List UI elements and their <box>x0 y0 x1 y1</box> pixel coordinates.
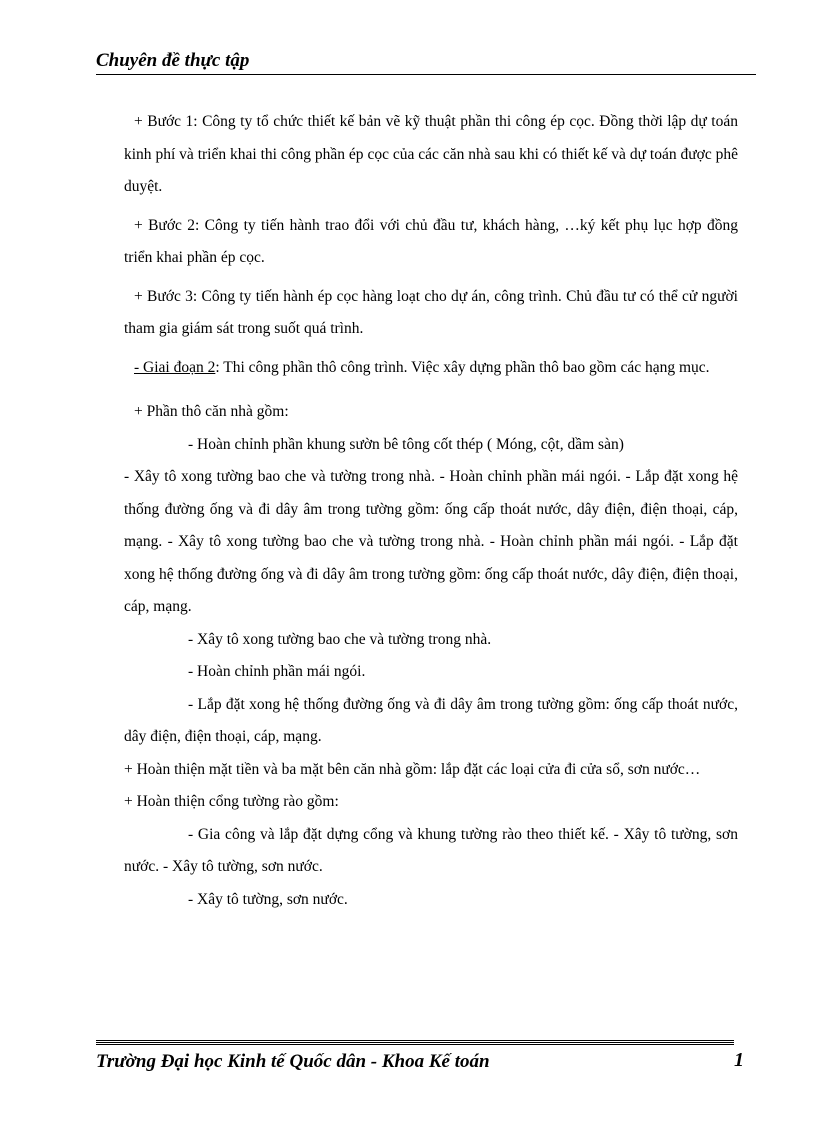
paragraph-phase-2 <box>124 352 738 385</box>
paragraph-step-3: + Bước 3: Công ty tiến hành ép cọc hàng loạt cho dự án, công trình. Chủ đầu tư có thể cử người tham gia giám sát trong suốt quá trình. <box>124 287 738 337</box>
header-title: Chuyên đề thực tập <box>96 50 250 71</box>
paragraph-frame: - Hoàn chỉnh phần khung sườn bê tông cốt thép ( Móng, cột, dầm sàn) <box>188 435 624 453</box>
footer-divider <box>96 1040 734 1046</box>
footer-title: Trường Đại học Kinh tế Quốc dân - Khoa Kế toán <box>96 1051 490 1072</box>
header-divider <box>96 74 756 75</box>
paragraph-rough-house: + Phần thô căn nhà gồm: <box>134 403 289 420</box>
paragraph-works-combined: - Xây tô xong tường bao che và tường trong nhà. - Hoàn chỉnh phần mái ngói. - Lắp đặt xong hệ thống đường ống và đi dây âm trong tường gồm: ống cấp thoát nước, dây điện, điện thoại, cáp, mạng. - Xây tô xong tường bao che và tường trong nhà. - Hoàn chỉnh phần mái ngói. - Lắp đặt xong hệ thống đường ống và đi dây âm trong tường gồm: ống cấp thoát nước, dây điện, điện thoại, cáp, mạng. <box>124 468 738 615</box>
paragraph-step-2: + Bước 2: Công ty tiến hành trao đổi với chủ đầu tư, khách hàng, …ký kết phụ lục hợp đồng triển khai phần ép cọc. <box>124 216 738 266</box>
paragraph-pipes: - Lắp đặt xong hệ thống đường ống và đi dây âm trong tường gồm: ống cấp thoát nước, dây điện, điện thoại, cáp, mạng. <box>124 695 738 745</box>
phase-2-text: : Thi công phần thô công trình. Việc xây dựng phần thô bao gồm các hạng mục. <box>215 358 710 376</box>
paragraph-gate: - Gia công và lắp đặt dựng cổng và khung tường rào theo thiết kế. - Xây tô tường, sơn nước. - Xây tô tường, sơn nước. <box>124 825 738 875</box>
paragraph-step-1: + Bước 1: Công ty tổ chức thiết kế bản vẽ kỹ thuật phần thi công ép cọc. Đồng thời lập dự toán kinh phí và triển khai thi công phần ép cọc của các căn nhà sau khi có thiết kế và dự toán được phê duyệt. <box>124 113 738 195</box>
paragraph-facade: + Hoàn thiện mặt tiền và ba mặt bên căn nhà gồm: lắp đặt các loại cửa đi cửa sổ, sơn nước… <box>124 760 701 778</box>
page-number: 1 <box>734 1049 744 1071</box>
phase-2-label: - Giai đoạn 2 <box>134 358 216 376</box>
paragraph-walls: - Xây tô xong tường bao che và tường trong nhà. <box>188 630 492 648</box>
paragraph-fence: + Hoàn thiện cổng tường rào gồm: <box>124 793 339 810</box>
paragraph-roof: - Hoàn chỉnh phần mái ngói. <box>188 663 366 680</box>
document-body <box>124 106 738 916</box>
paragraph-plaster: - Xây tô tường, sơn nước. <box>188 890 348 908</box>
